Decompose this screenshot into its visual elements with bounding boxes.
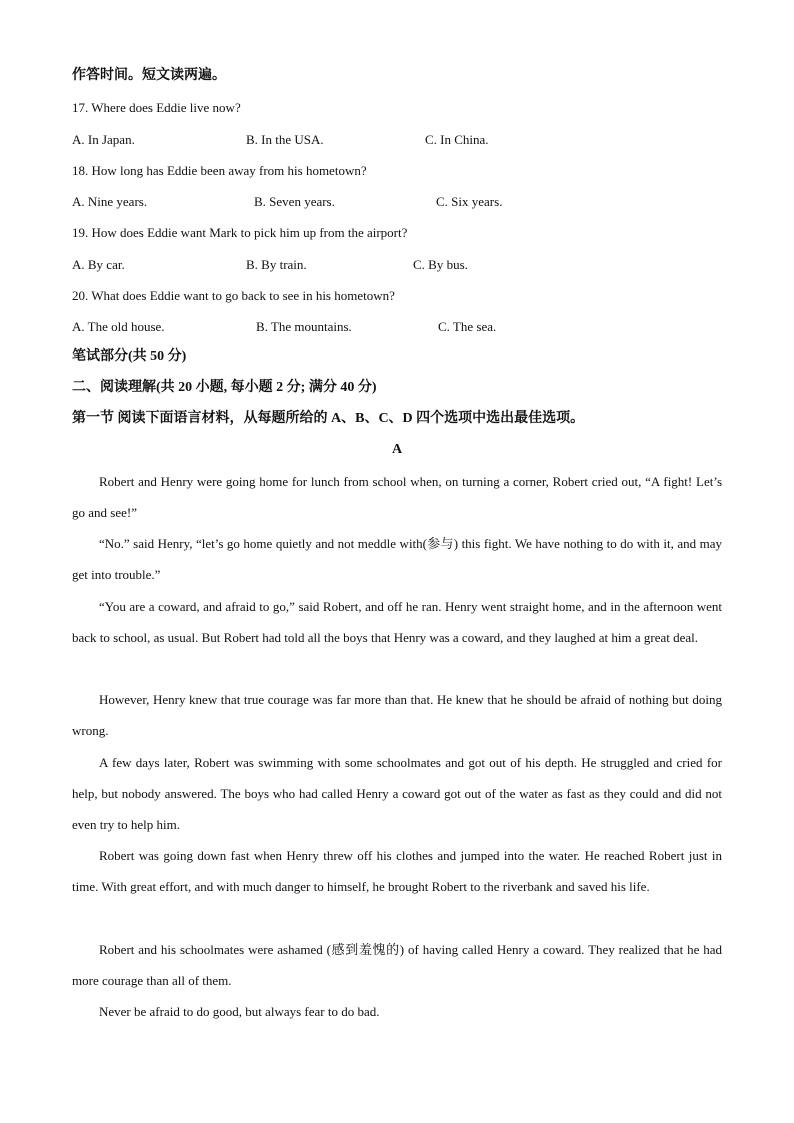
passage-label: A bbox=[391, 442, 403, 457]
q20-option-b: B. The mountains. bbox=[256, 319, 352, 334]
q20-option-c: C. The sea. bbox=[438, 319, 497, 334]
header-instruction: 作答时间。短文读两遍。 bbox=[72, 68, 226, 83]
written-part-heading: 笔试部分(共 50 分) bbox=[72, 349, 187, 364]
passage-paragraph: Robert and his schoolmates were ashamed (感到羞愧的) of having called Henry a coward. They realized that he had more courage than all of them. bbox=[72, 942, 722, 989]
question-18: 18. How long has Eddie been away from his hometown? bbox=[72, 163, 367, 178]
q17-option-a: A. In Japan. bbox=[72, 132, 135, 147]
question-20: 20. What does Eddie want to go back to see in his hometown? bbox=[72, 288, 395, 303]
q18-option-b: B. Seven years. bbox=[254, 194, 335, 209]
question-19: 19. How does Eddie want Mark to pick him up from the airport? bbox=[72, 225, 408, 240]
q18-option-a: A. Nine years. bbox=[72, 194, 148, 209]
q17-option-b: B. In the USA. bbox=[246, 132, 324, 147]
passage-paragraph: However, Henry knew that true courage was far more than that. He knew that he should be afraid of nothing but doing wrong. bbox=[72, 692, 722, 739]
passage-paragraph: Robert and Henry were going home for lunch from school when, on turning a corner, Robert cried out, “A fight! Let’s go and see!” bbox=[72, 474, 722, 521]
q17-option-c: C. In China. bbox=[425, 132, 489, 147]
section-one-instruction: 第一节 阅读下面语言材料，从每题所给的 A、B、C、D 四个选项中选出最佳选项。 bbox=[72, 411, 585, 426]
passage-paragraph: A few days later, Robert was swimming with some schoolmates and got out of his depth. He struggled and cried for help, but nobody answered. The boys who had called Henry a coward got out of the water as fast as they could and did not even try to help him. bbox=[72, 755, 722, 833]
q20-option-a: A. The old house. bbox=[72, 319, 165, 334]
passage-paragraph: “No.” said Henry, “let’s go home quietly and not meddle with(参与) this fight. We have nothing to do with it, and may get into trouble.” bbox=[72, 536, 722, 583]
question-17: 17. Where does Eddie live now? bbox=[72, 100, 241, 115]
passage-paragraph: “You are a coward, and afraid to go,” said Robert, and off he ran. Henry went straight home, and in the afternoon went back to school, as usual. But Robert had told all the boys that Henry was a coward, and they laughed at him a great deal. bbox=[72, 599, 722, 646]
q19-option-b: B. By train. bbox=[246, 257, 307, 272]
q19-option-a: A. By car. bbox=[72, 257, 125, 272]
q18-option-c: C. Six years. bbox=[436, 194, 503, 209]
passage-paragraph: Never be afraid to do good, but always fear to do bad. bbox=[99, 1004, 380, 1019]
q19-option-c: C. By bus. bbox=[413, 257, 468, 272]
section-two-heading: 二、阅读理解(共 20 小题, 每小题 2 分; 满分 40 分) bbox=[72, 380, 377, 395]
passage-paragraph: Robert was going down fast when Henry threw off his clothes and jumped into the water. He reached Robert just in time. With great effort, and with much danger to himself, he brought Robert to the riverbank and saved his life. bbox=[72, 848, 722, 895]
